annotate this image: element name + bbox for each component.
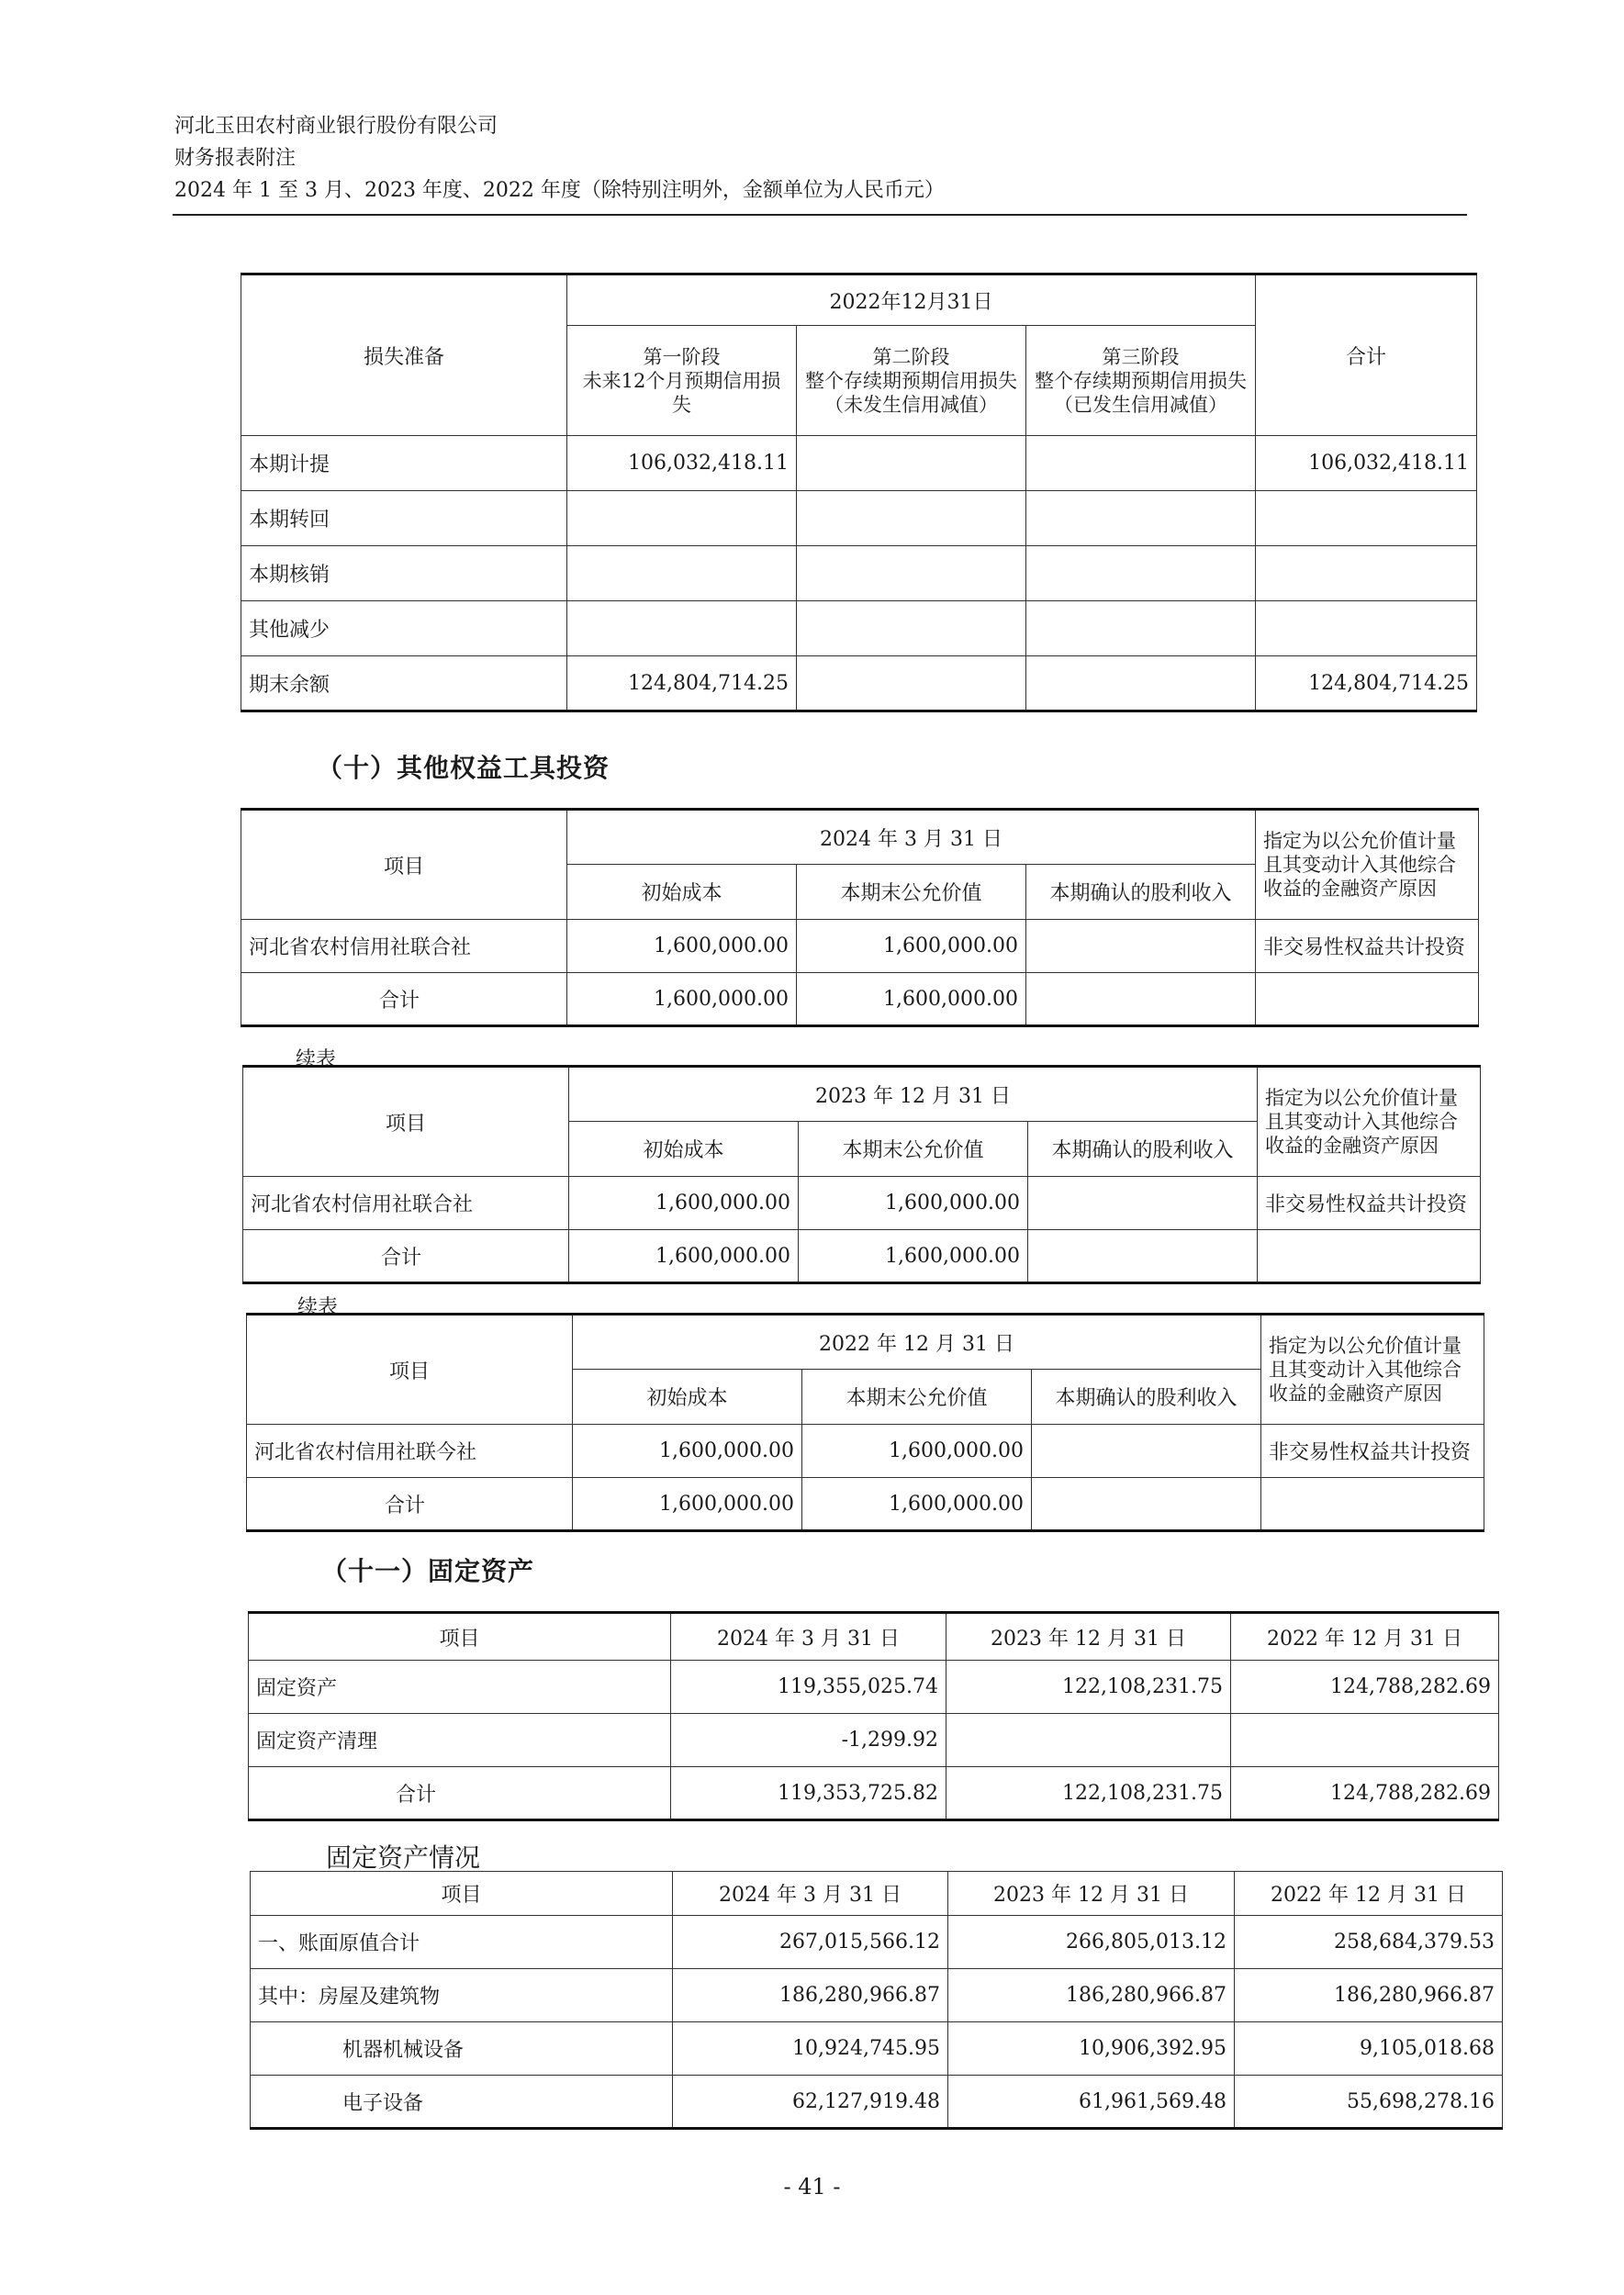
fair-value-value: 1,600,000.00 — [797, 920, 1026, 973]
equity-investment-table-2022 — [246, 1313, 1484, 1532]
dividend-value — [1026, 973, 1256, 1026]
reason-value — [1258, 1230, 1481, 1283]
row-label: 其他减少 — [241, 601, 567, 656]
row-label: 一、账面原值合计 — [251, 1916, 673, 1969]
table-row — [241, 601, 1477, 656]
fair-value-value: 1,600,000.00 — [802, 1425, 1032, 1478]
equity-investment-table-2023 — [242, 1065, 1481, 1284]
stage1-header — [567, 326, 797, 436]
value-2022 — [1231, 1714, 1499, 1767]
table-row — [241, 656, 1477, 711]
reason-value: 非交易性权益共计投资 — [1256, 920, 1479, 973]
table-row — [241, 491, 1477, 546]
date-header-2024: 2024 年 3 月 31 日 — [671, 1613, 946, 1661]
row-label: 电子设备 — [251, 2076, 673, 2129]
total-value: 124,804,714.25 — [1256, 656, 1477, 711]
fair-value-value: 1,600,000.00 — [799, 1230, 1028, 1283]
stage2-header — [797, 326, 1026, 436]
stage2-value — [797, 601, 1026, 656]
stage1-value: 106,032,418.11 — [567, 436, 797, 491]
stage2-value — [797, 491, 1026, 546]
value-2024: 62,127,919.48 — [673, 2076, 948, 2129]
stage3-header-text: 第三阶段 整个存续期预期信用损失（已发生信用减值） — [1035, 345, 1248, 416]
row-label: 合计 — [243, 1230, 569, 1283]
initial-cost-value: 1,600,000.00 — [573, 1478, 802, 1531]
section-10-title: （十）其他权益工具投资 — [317, 753, 610, 783]
row-label: 河北省农村信用社联合社 — [241, 920, 567, 973]
stage3-header — [1026, 326, 1256, 436]
date-header: 2023 年 12 月 31 日 — [569, 1067, 1258, 1122]
row-label: 合计 — [241, 973, 567, 1026]
initial-cost-value: 1,600,000.00 — [569, 1230, 799, 1283]
stage3-value — [1026, 436, 1256, 491]
value-2022: 9,105,018.68 — [1235, 2022, 1503, 2076]
reason-value: 非交易性权益共计投资 — [1258, 1177, 1481, 1230]
value-2024: 267,015,566.12 — [673, 1916, 948, 1969]
equity-investment-table-2024 — [241, 808, 1479, 1027]
stage3-value — [1026, 546, 1256, 601]
row-label: 固定资产清理 — [249, 1714, 671, 1767]
fair-value-header: 本期末公允价值 — [797, 865, 1026, 920]
value-2024: 186,280,966.87 — [673, 1969, 948, 2022]
dividend-value — [1028, 1177, 1258, 1230]
fair-value-header: 本期末公允价值 — [802, 1370, 1032, 1425]
stage3-value — [1026, 656, 1256, 711]
table-row — [251, 1969, 1503, 2022]
reason-header: 指定为以公允价值计量且其变动计入其他综合收益的金融资产原因 — [1256, 810, 1479, 920]
dividend-value — [1028, 1230, 1258, 1283]
reason-value — [1261, 1478, 1484, 1531]
initial-cost-value: 1,600,000.00 — [567, 920, 797, 973]
stage1-value — [567, 601, 797, 656]
initial-cost-header: 初始成本 — [567, 865, 797, 920]
date-header-2022: 2022 年 12 月 31 日 — [1235, 1872, 1503, 1916]
table-row — [247, 1425, 1484, 1478]
table-row — [247, 1478, 1484, 1531]
continued-label: 续表 — [297, 1296, 339, 1319]
value-2022: 258,684,379.53 — [1235, 1916, 1503, 1969]
item-header: 项目 — [249, 1613, 671, 1661]
page-header — [174, 110, 945, 207]
table-row — [241, 920, 1479, 973]
value-2022: 55,698,278.16 — [1235, 2076, 1503, 2129]
row-label: 固定资产 — [249, 1661, 671, 1714]
loss-date-header: 2022年12月31日 — [567, 274, 1256, 326]
row-label: 本期核销 — [241, 546, 567, 601]
fair-value-value: 1,600,000.00 — [802, 1478, 1032, 1531]
table-row — [241, 436, 1477, 491]
dividend-header: 本期确认的股利收入 — [1032, 1370, 1261, 1425]
row-label: 合计 — [249, 1767, 671, 1820]
fixed-assets-subtitle: 固定资产情况 — [326, 1842, 481, 1873]
value-2023: 10,906,392.95 — [948, 2022, 1235, 2076]
company-name: 河北玉田农村商业银行股份有限公司 — [174, 115, 498, 138]
section-11-title: （十一）固定资产 — [321, 1556, 535, 1586]
total-value — [1256, 491, 1477, 546]
table-row — [241, 973, 1479, 1026]
value-2024: 10,924,745.95 — [673, 2022, 948, 2076]
stage1-value — [567, 491, 797, 546]
date-header-2024: 2024 年 3 月 31 日 — [673, 1872, 948, 1916]
stage3-value — [1026, 491, 1256, 546]
value-2023: 122,108,231.75 — [946, 1767, 1231, 1820]
stage3-value — [1026, 601, 1256, 656]
reason-header: 指定为以公允价值计量且其变动计入其他综合收益的金融资产原因 — [1258, 1067, 1481, 1177]
row-label: 其中：房屋及建筑物 — [251, 1969, 673, 2022]
table-row — [243, 1177, 1481, 1230]
dividend-value — [1032, 1425, 1261, 1478]
reason-value: 非交易性权益共计投资 — [1261, 1425, 1484, 1478]
initial-cost-value: 1,600,000.00 — [569, 1177, 799, 1230]
item-header: 项目 — [243, 1067, 569, 1177]
total-value: 106,032,418.11 — [1256, 436, 1477, 491]
dividend-value — [1032, 1478, 1261, 1531]
date-header: 2022 年 12 月 31 日 — [573, 1315, 1261, 1370]
row-label: 合计 — [247, 1478, 573, 1531]
fixed-assets-detail-table — [250, 1871, 1503, 2130]
loss-total-header: 合计 — [1256, 274, 1477, 436]
loss-provision-table — [241, 273, 1477, 712]
fair-value-value: 1,600,000.00 — [799, 1177, 1028, 1230]
table-row — [249, 1714, 1499, 1767]
date-header-2022: 2022 年 12 月 31 日 — [1231, 1613, 1499, 1661]
stage2-value — [797, 546, 1026, 601]
page-number: - 41 - — [783, 2174, 841, 2200]
item-header: 项目 — [251, 1872, 673, 1916]
table-row — [241, 546, 1477, 601]
fixed-assets-table — [248, 1611, 1499, 1821]
period-note: 2024 年 1 至 3 月、2023 年度、2022 年度（除特别注明外，金额单位为人民币元） — [174, 179, 945, 202]
initial-cost-value: 1,600,000.00 — [573, 1425, 802, 1478]
stage2-header-text: 第二阶段 整个存续期预期信用损失（未发生信用减值） — [805, 345, 1017, 416]
value-2023 — [946, 1714, 1231, 1767]
value-2024: 119,355,025.74 — [671, 1661, 946, 1714]
row-label: 本期计提 — [241, 436, 567, 491]
table-row — [243, 1230, 1481, 1283]
row-label: 河北省农村信用社联合社 — [243, 1177, 569, 1230]
value-2024: 119,353,725.82 — [671, 1767, 946, 1820]
header-rule — [173, 214, 1467, 216]
value-2022: 186,280,966.87 — [1235, 1969, 1503, 2022]
loss-item-header: 损失准备 — [241, 274, 567, 436]
fair-value-header: 本期末公允价值 — [799, 1122, 1028, 1177]
stage2-value — [797, 656, 1026, 711]
continued-label: 续表 — [296, 1048, 337, 1071]
table-row — [249, 1661, 1499, 1714]
dividend-value — [1026, 920, 1256, 973]
total-value — [1256, 601, 1477, 656]
value-2023: 266,805,013.12 — [948, 1916, 1235, 1969]
initial-cost-header: 初始成本 — [569, 1122, 799, 1177]
table-row — [251, 2022, 1503, 2076]
reason-header: 指定为以公允价值计量且其变动计入其他综合收益的金融资产原因 — [1261, 1315, 1484, 1425]
initial-cost-value: 1,600,000.00 — [567, 973, 797, 1026]
stage1-value — [567, 546, 797, 601]
stage1-header-text: 第一阶段 未来12个月预期信用损失 — [582, 345, 781, 416]
reason-value — [1256, 973, 1479, 1026]
date-header-2023: 2023 年 12 月 31 日 — [946, 1613, 1231, 1661]
row-label: 期末余额 — [241, 656, 567, 711]
value-2023: 61,961,569.48 — [948, 2076, 1235, 2129]
row-label: 本期转回 — [241, 491, 567, 546]
row-label: 机器机械设备 — [251, 2022, 673, 2076]
initial-cost-header: 初始成本 — [573, 1370, 802, 1425]
item-header: 项目 — [247, 1315, 573, 1425]
value-2023: 186,280,966.87 — [948, 1969, 1235, 2022]
value-2023: 122,108,231.75 — [946, 1661, 1231, 1714]
table-row — [251, 1916, 1503, 1969]
stage2-value — [797, 436, 1026, 491]
document-title: 财务报表附注 — [174, 147, 297, 170]
fair-value-value: 1,600,000.00 — [797, 973, 1026, 1026]
row-label: 河北省农村信用社联今社 — [247, 1425, 573, 1478]
value-2022: 124,788,282.69 — [1231, 1767, 1499, 1820]
value-2024: -1,299.92 — [671, 1714, 946, 1767]
date-header: 2024 年 3 月 31 日 — [567, 810, 1256, 865]
item-header: 项目 — [241, 810, 567, 920]
value-2022: 124,788,282.69 — [1231, 1661, 1499, 1714]
date-header-2023: 2023 年 12 月 31 日 — [948, 1872, 1235, 1916]
stage1-value: 124,804,714.25 — [567, 656, 797, 711]
table-row — [249, 1767, 1499, 1820]
total-value — [1256, 546, 1477, 601]
dividend-header: 本期确认的股利收入 — [1026, 865, 1256, 920]
table-row — [251, 2076, 1503, 2129]
dividend-header: 本期确认的股利收入 — [1028, 1122, 1258, 1177]
